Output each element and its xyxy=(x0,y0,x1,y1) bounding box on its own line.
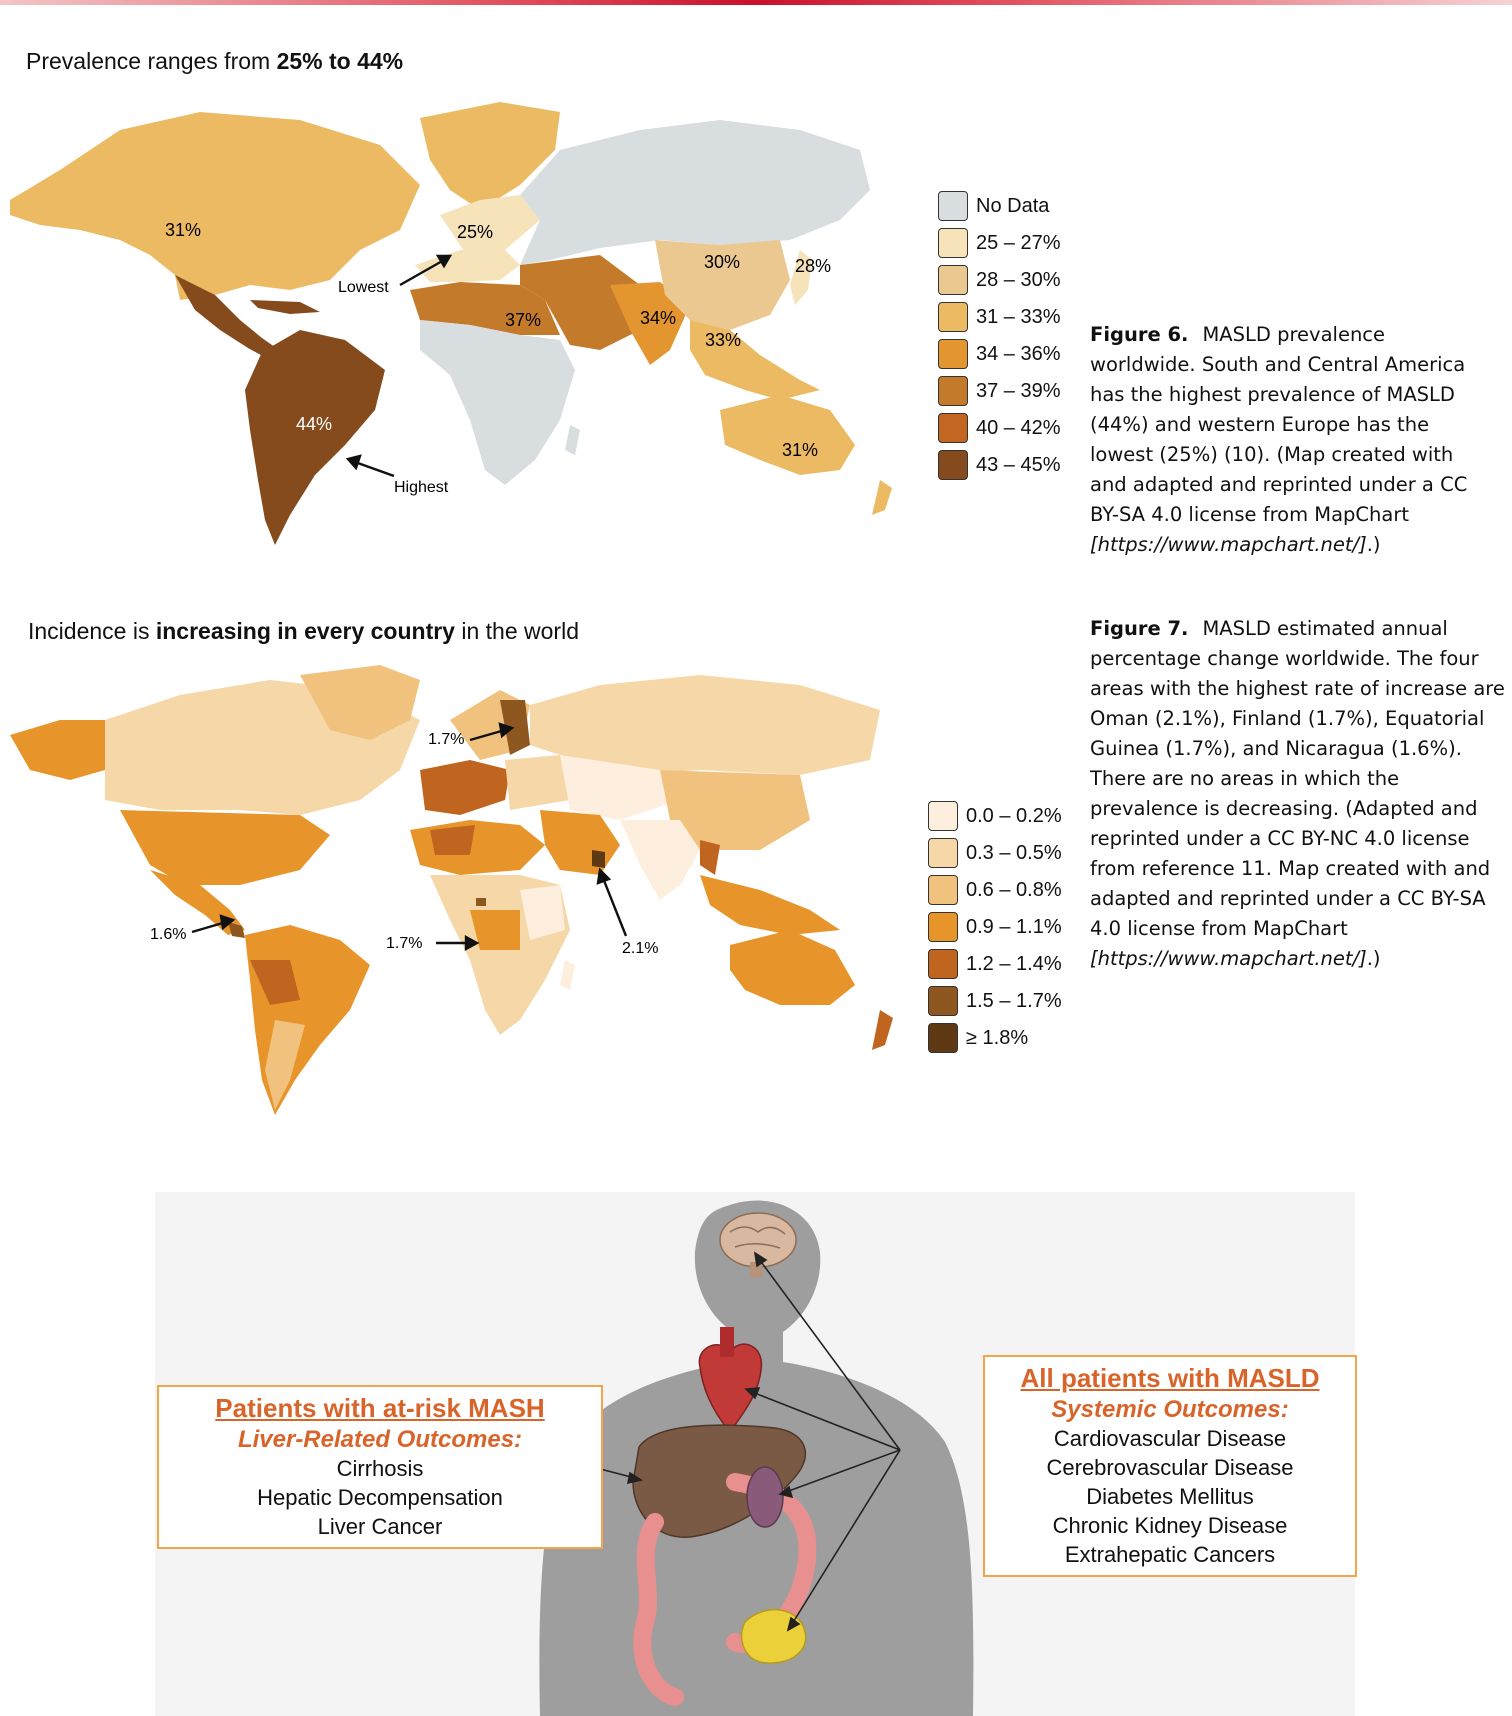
map-western-europe xyxy=(420,760,510,815)
map-madagascar xyxy=(560,960,575,990)
map-india xyxy=(620,820,700,900)
legend7-row xyxy=(928,874,1062,906)
legend7-swatch xyxy=(928,875,958,905)
legend7-swatch xyxy=(928,1023,958,1053)
systemic-outcome-item: Extrahepatic Cancers xyxy=(1064,1542,1276,1567)
figure6-caption-link[interactable]: [https://www.mapchart.net/] xyxy=(1090,533,1367,556)
figure6-title-bold: 25% to 44% xyxy=(276,48,404,74)
arrow-oman xyxy=(598,870,626,936)
legend7-swatch xyxy=(928,838,958,868)
label-south-america: 44% xyxy=(296,414,333,434)
map-australia xyxy=(720,395,855,475)
figure7-title-suffix: in the world xyxy=(454,618,579,644)
liver-outcomes-title: Patients with at-risk MASH xyxy=(215,1393,545,1423)
systemic-outcomes-subtitle: Systemic Outcomes: xyxy=(1051,1396,1289,1423)
arrow-highest xyxy=(348,456,394,476)
systemic-outcome-item: Chronic Kidney Disease xyxy=(1052,1513,1288,1538)
legend7-swatch xyxy=(928,949,958,979)
legend6-label: 43 – 45% xyxy=(976,453,1061,476)
liver-outcomes-subtitle: Liver-Related Outcomes: xyxy=(237,1426,523,1453)
figure7-caption-text: MASLD estimated annual percentage change worldwide. The four areas with the highest rate of increase are Oman (2.1%), Finland (1.7%), Equatorial Guinea (1.7%), and Nicaragua (1.6%). There are no areas in which the prevalence is decreasing. (Adapted and reprinted under a CC BY-NC 4.0 license from reference 11. Map created with and adapted and reprinted under a CC BY-SA 4.0 license from MapChart xyxy=(1090,617,1505,940)
legend7-label: 0.6 – 0.8% xyxy=(966,878,1062,901)
map-southeast-asia xyxy=(700,875,840,935)
legend7-swatch xyxy=(928,986,958,1016)
systemic-outcomes-box xyxy=(983,1355,1357,1577)
legend6-label: 28 – 30% xyxy=(976,268,1061,291)
figure7-title-prefix: Incidence is xyxy=(28,618,156,644)
label-south-asia: 34% xyxy=(640,308,677,328)
map-south-america xyxy=(245,330,385,545)
map-myanmar xyxy=(700,840,720,875)
map-africa xyxy=(420,320,575,485)
kidney-icon xyxy=(747,1467,783,1527)
legend7-label: 0.0 – 0.2% xyxy=(966,804,1062,827)
legend6-label: No Data xyxy=(976,194,1050,217)
map-caribbean xyxy=(250,300,320,314)
map-new-zealand xyxy=(872,480,892,515)
legend6-swatch xyxy=(938,228,968,258)
label-oman: 2.1% xyxy=(622,940,659,957)
legend6-swatch xyxy=(938,376,968,406)
legend7-swatch xyxy=(928,912,958,942)
figure6-caption xyxy=(1090,320,1495,560)
legend7-row xyxy=(928,800,1062,832)
liver-outcomes-box xyxy=(157,1385,603,1549)
legend6-label: 31 – 33% xyxy=(976,305,1061,328)
legend6-row xyxy=(938,412,1061,444)
map-equatorial-guinea xyxy=(476,898,486,906)
label-nicaragua: 1.6% xyxy=(150,926,187,943)
map-eastern-europe xyxy=(505,755,570,810)
systemic-outcomes-title: All patients with MASLD xyxy=(1020,1363,1320,1393)
figure7-title-bold: increasing in every country xyxy=(155,618,455,644)
legend6-row xyxy=(938,338,1061,370)
figure7-title xyxy=(28,618,579,645)
figure7-caption-label: Figure 7. xyxy=(1090,617,1189,640)
figure6-caption-label: Figure 6. xyxy=(1090,323,1189,346)
label-middle-east: 37% xyxy=(505,310,542,330)
map-madagascar xyxy=(565,425,580,455)
figure6-title xyxy=(26,48,403,75)
liver-outcome-item: Liver Cancer xyxy=(317,1514,443,1539)
legend7-row xyxy=(928,985,1062,1017)
legend6-swatch xyxy=(938,302,968,332)
figure7-legend xyxy=(928,800,1088,1070)
legend6-swatch xyxy=(938,450,968,480)
label-lowest: Lowest xyxy=(338,279,389,296)
map-south-america xyxy=(245,925,370,1115)
map-middle-east xyxy=(540,810,620,875)
label-equatorial-guinea: 1.7% xyxy=(386,935,423,952)
figure6-title-prefix: Prevalence ranges from xyxy=(26,48,277,74)
legend6-row xyxy=(938,264,1061,296)
map-alaska xyxy=(10,720,105,780)
figure7-caption-link[interactable]: [https://www.mapchart.net/] xyxy=(1090,947,1367,970)
map-oman xyxy=(592,850,605,868)
legend7-row xyxy=(928,911,1062,943)
legend6-label: 25 – 27% xyxy=(976,231,1061,254)
header-accent-bar xyxy=(0,0,1512,5)
systemic-outcome-item: Cerebrovascular Disease xyxy=(1046,1455,1294,1480)
legend6-swatch xyxy=(938,413,968,443)
legend7-label: 0.3 – 0.5% xyxy=(966,841,1062,864)
figure6-caption-tail: .) xyxy=(1366,533,1381,556)
label-southeast-asia: 33% xyxy=(705,330,742,350)
legend6-swatch xyxy=(938,339,968,369)
label-japan: 28% xyxy=(795,256,832,276)
legend6-row xyxy=(938,449,1061,481)
legend6-swatch xyxy=(938,265,968,295)
legend6-label: 40 – 42% xyxy=(976,416,1061,439)
figure7-caption-tail: .) xyxy=(1366,947,1381,970)
map-new-zealand xyxy=(872,1010,893,1050)
label-finland: 1.7% xyxy=(428,731,465,748)
systemic-outcome-item: Diabetes Mellitus xyxy=(1086,1484,1254,1509)
legend6-row xyxy=(938,301,1061,333)
label-highest: Highest xyxy=(394,479,449,496)
legend6-row xyxy=(938,375,1061,407)
map-algeria xyxy=(430,825,475,855)
figure6-legend xyxy=(938,190,1088,500)
label-north-america: 31% xyxy=(165,220,202,240)
figure6-caption-text: MASLD prevalence worldwide. South and Central America has the highest prevalence of MASLD (44%) and western Europe has the lowest (25%) (10). (Map created with and adapted and reprinted under a CC BY-SA 4.0 license from MapChart xyxy=(1090,323,1468,526)
legend6-label: 34 – 36% xyxy=(976,342,1061,365)
liver-outcome-item: Cirrhosis xyxy=(336,1456,424,1481)
legend7-label: 1.5 – 1.7% xyxy=(966,989,1062,1012)
legend6-label: 37 – 39% xyxy=(976,379,1061,402)
legend7-row xyxy=(928,948,1062,980)
legend7-swatch xyxy=(928,801,958,831)
label-australia: 31% xyxy=(782,440,819,460)
legend6-row xyxy=(938,190,1049,222)
legend7-label: 1.2 – 1.4% xyxy=(966,952,1062,975)
label-china: 30% xyxy=(704,252,741,272)
legend7-label: ≥ 1.8% xyxy=(966,1026,1029,1049)
label-western-europe: 25% xyxy=(457,222,494,242)
liver-outcome-item: Hepatic Decompensation xyxy=(257,1485,503,1510)
figure7-caption xyxy=(1090,614,1505,974)
map-europe-west xyxy=(415,250,520,282)
map-north-america xyxy=(10,112,420,300)
legend7-row xyxy=(928,1022,1028,1054)
map-north-africa xyxy=(410,820,545,875)
arrow-equatorial-guinea xyxy=(436,937,477,949)
legend6-swatch xyxy=(938,191,968,221)
legend7-label: 0.9 – 1.1% xyxy=(966,915,1062,938)
map-australia xyxy=(730,930,855,1005)
map-usa xyxy=(120,810,330,885)
prevalence-world-map xyxy=(0,90,920,550)
incidence-world-map xyxy=(0,660,920,1120)
legend7-row xyxy=(928,837,1062,869)
systemic-outcome-item: Cardiovascular Disease xyxy=(1053,1426,1287,1451)
legend6-row xyxy=(938,227,1061,259)
